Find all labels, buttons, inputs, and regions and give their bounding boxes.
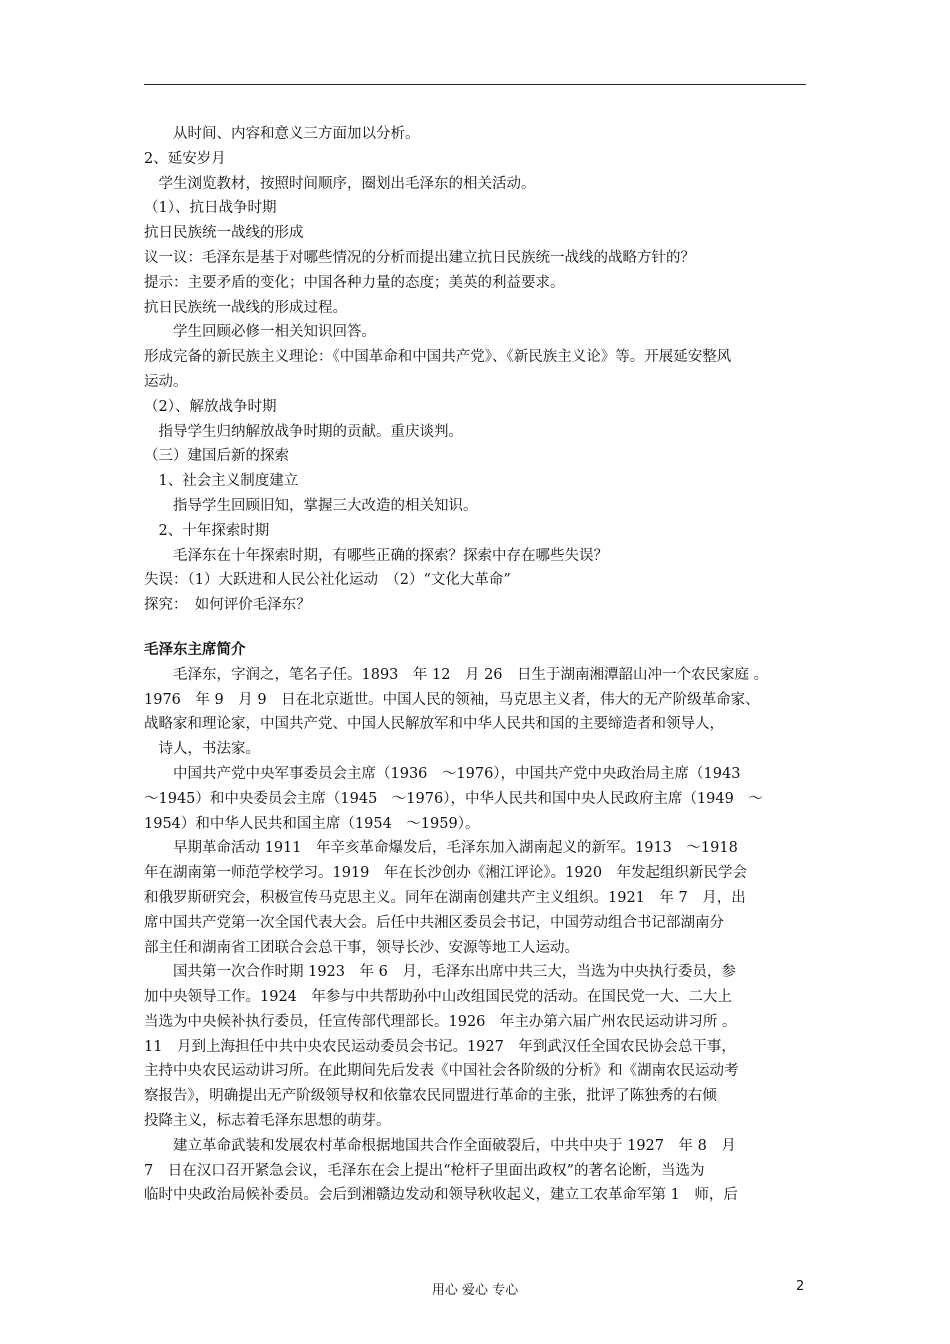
bio-text-line: 诗人，书法家。 (144, 741, 260, 758)
analysis-section (144, 122, 812, 618)
bio-text-line: 席中国共产党第一次全国代表大会。后任中共湘区委员会书记，中国劳动组合书记部湖南分 (144, 914, 724, 931)
text-line: 毛泽东在十年探索时期，有哪些正确的探索？探索中存在哪些失误？ (144, 547, 608, 564)
bio-text-line: 1976 年 9 月 9 日在北京逝世。中国人民的领袖，马克思主义者，伟大的无产阶级革命家、 (144, 691, 760, 708)
bio-text-line: 1954）和中华人民共和国主席（1954 ～1959）。 (144, 815, 480, 832)
footer-motto: 用心 爱心 专心 (431, 1283, 519, 1298)
bio-text-line: 11 月到上海担任中共中央农民运动委员会书记。1927 年到武汉任全国农民协会总干事， (144, 1038, 736, 1055)
bio-text-line: 7 日在汉口召开紧急会议，毛泽东在会上提出“枪杆子里面出政权”的著名论断，当选为 (144, 1162, 705, 1179)
bio-text-line: 早期革命活动 1911 年辛亥革命爆发后，毛泽东加入湖南起义的新军。1913 ～1918 (144, 840, 738, 857)
bio-text-line: 主持中央农民运动讲习所。在此期间先后发表《中国社会各阶级的分析》和《湖南农民运动考 (144, 1063, 739, 1080)
text-line: 1、社会主义制度建立 (144, 473, 299, 490)
text-line: 2、十年探索时期 (144, 522, 270, 539)
text-line: 2、延安岁月 (144, 150, 226, 167)
bio-text-line: 投降主义，标志着毛泽东思想的萌芽。 (144, 1113, 391, 1130)
text-line: 抗日民族统一战线的形成 (144, 225, 304, 242)
text-line: （2）、解放战争时期 (144, 398, 277, 415)
text-line: （1）、抗日战争时期 (144, 200, 277, 217)
bio-text-line: ～1945）和中央委员会主席（1945 ～1976），中华人民共和国中央人民政府主席（1949 ～ (144, 790, 763, 807)
text-line: 议一议：毛泽东是基于对哪些情况的分析而提出建立抗日民族统一战线的战略方针的？ (144, 249, 695, 266)
text-line: 运动。 (144, 373, 188, 390)
header-rule (144, 84, 806, 85)
text-line: 指导学生归纳解放战争时期的贡献。重庆谈判。 (144, 423, 463, 440)
text-line: 形成完备的新民族主义理论：《中国革命和中国共产党》、《新民族主义论》等。开展延安整风 (144, 349, 732, 366)
text-line: 提示：主要矛盾的变化；中国各种力量的态度；美英的利益要求。 (144, 274, 565, 291)
bio-text-line: 加中央领导工作。1924 年参与中共帮助孙中山改组国民党的活动。在国民党一大、二大上 (144, 989, 732, 1006)
bio-text-line: 毛泽东，字润之，笔名子任。1893 年 12 月 26 日生于湖南湘潭韶山冲一个农民家庭 。 (144, 666, 769, 683)
text-line: 学生回顾必修一相关知识回答。 (144, 324, 376, 341)
section-gap (144, 618, 812, 638)
bio-text-line: 和俄罗斯研究会，积极宣传马克思主义。同年在湖南创建共产主义组织。1921 年 7 月，出 (144, 889, 746, 906)
bio-text-line: 当选为中央候补执行委员，任宣传部代理部长。1926 年主办第六届广州农民运动讲习所 。 (144, 1013, 737, 1030)
text-line: 从时间、内容和意义三方面加以分析。 (144, 126, 420, 142)
text-line: 抗日民族统一战线的形成过程。 (144, 299, 347, 316)
text-line: 学生浏览教材，按照时间顺序，圈划出毛泽东的相关活动。 (144, 175, 536, 192)
page-number: 2 (796, 1279, 805, 1294)
section-heading: 毛泽东主席简介 (144, 641, 246, 658)
bio-text-line: 临时中央政治局候补委员。会后到湘赣边发动和领导秋收起义，建立工农革命军第 1 师，后 (144, 1187, 738, 1204)
bio-text-line: 中国共产党中央军事委员会主席（1936 ～1976），中国共产党中央政治局主席（1943 (144, 765, 741, 782)
text-line: （三）建国后新的探索 (144, 448, 289, 465)
bio-text-line: 察报告》，明确提出无产阶级领导权和依靠农民同盟进行革命的主张，批评了陈独秀的右倾 (144, 1088, 717, 1105)
text-line: 探究： 如何评价毛泽东？ (144, 597, 311, 614)
biography-section (144, 663, 812, 1209)
text-line: 失误：（1）大跃进和人民公社化运动 （2）“文化大革命” (144, 572, 511, 589)
bio-text-line: 部主任和湖南省工团联合会总干事，领导长沙、安源等地工人运动。 (144, 939, 579, 956)
bio-text-line: 战略家和理论家，中国共产党、中国人民解放军和中华人民共和国的主要缔造者和领导人， (144, 716, 724, 733)
document-body (144, 122, 812, 1208)
bio-text-line: 建立革命武装和发展农村革命根据地国共合作全面破裂后，中共中央于 1927 年 8 月 (144, 1137, 736, 1154)
bio-text-line: 年在湖南第一师范学校学习。1919 年在长沙创办《湘江评论》。1920 年发起组织新民学会 (144, 865, 748, 882)
text-line: 指导学生回顾旧知，掌握三大改造的相关知识。 (144, 497, 478, 514)
bio-text-line: 国共第一次合作时期 1923 年 6 月，毛泽东出席中共三大，当选为中央执行委员，参 (144, 964, 736, 981)
